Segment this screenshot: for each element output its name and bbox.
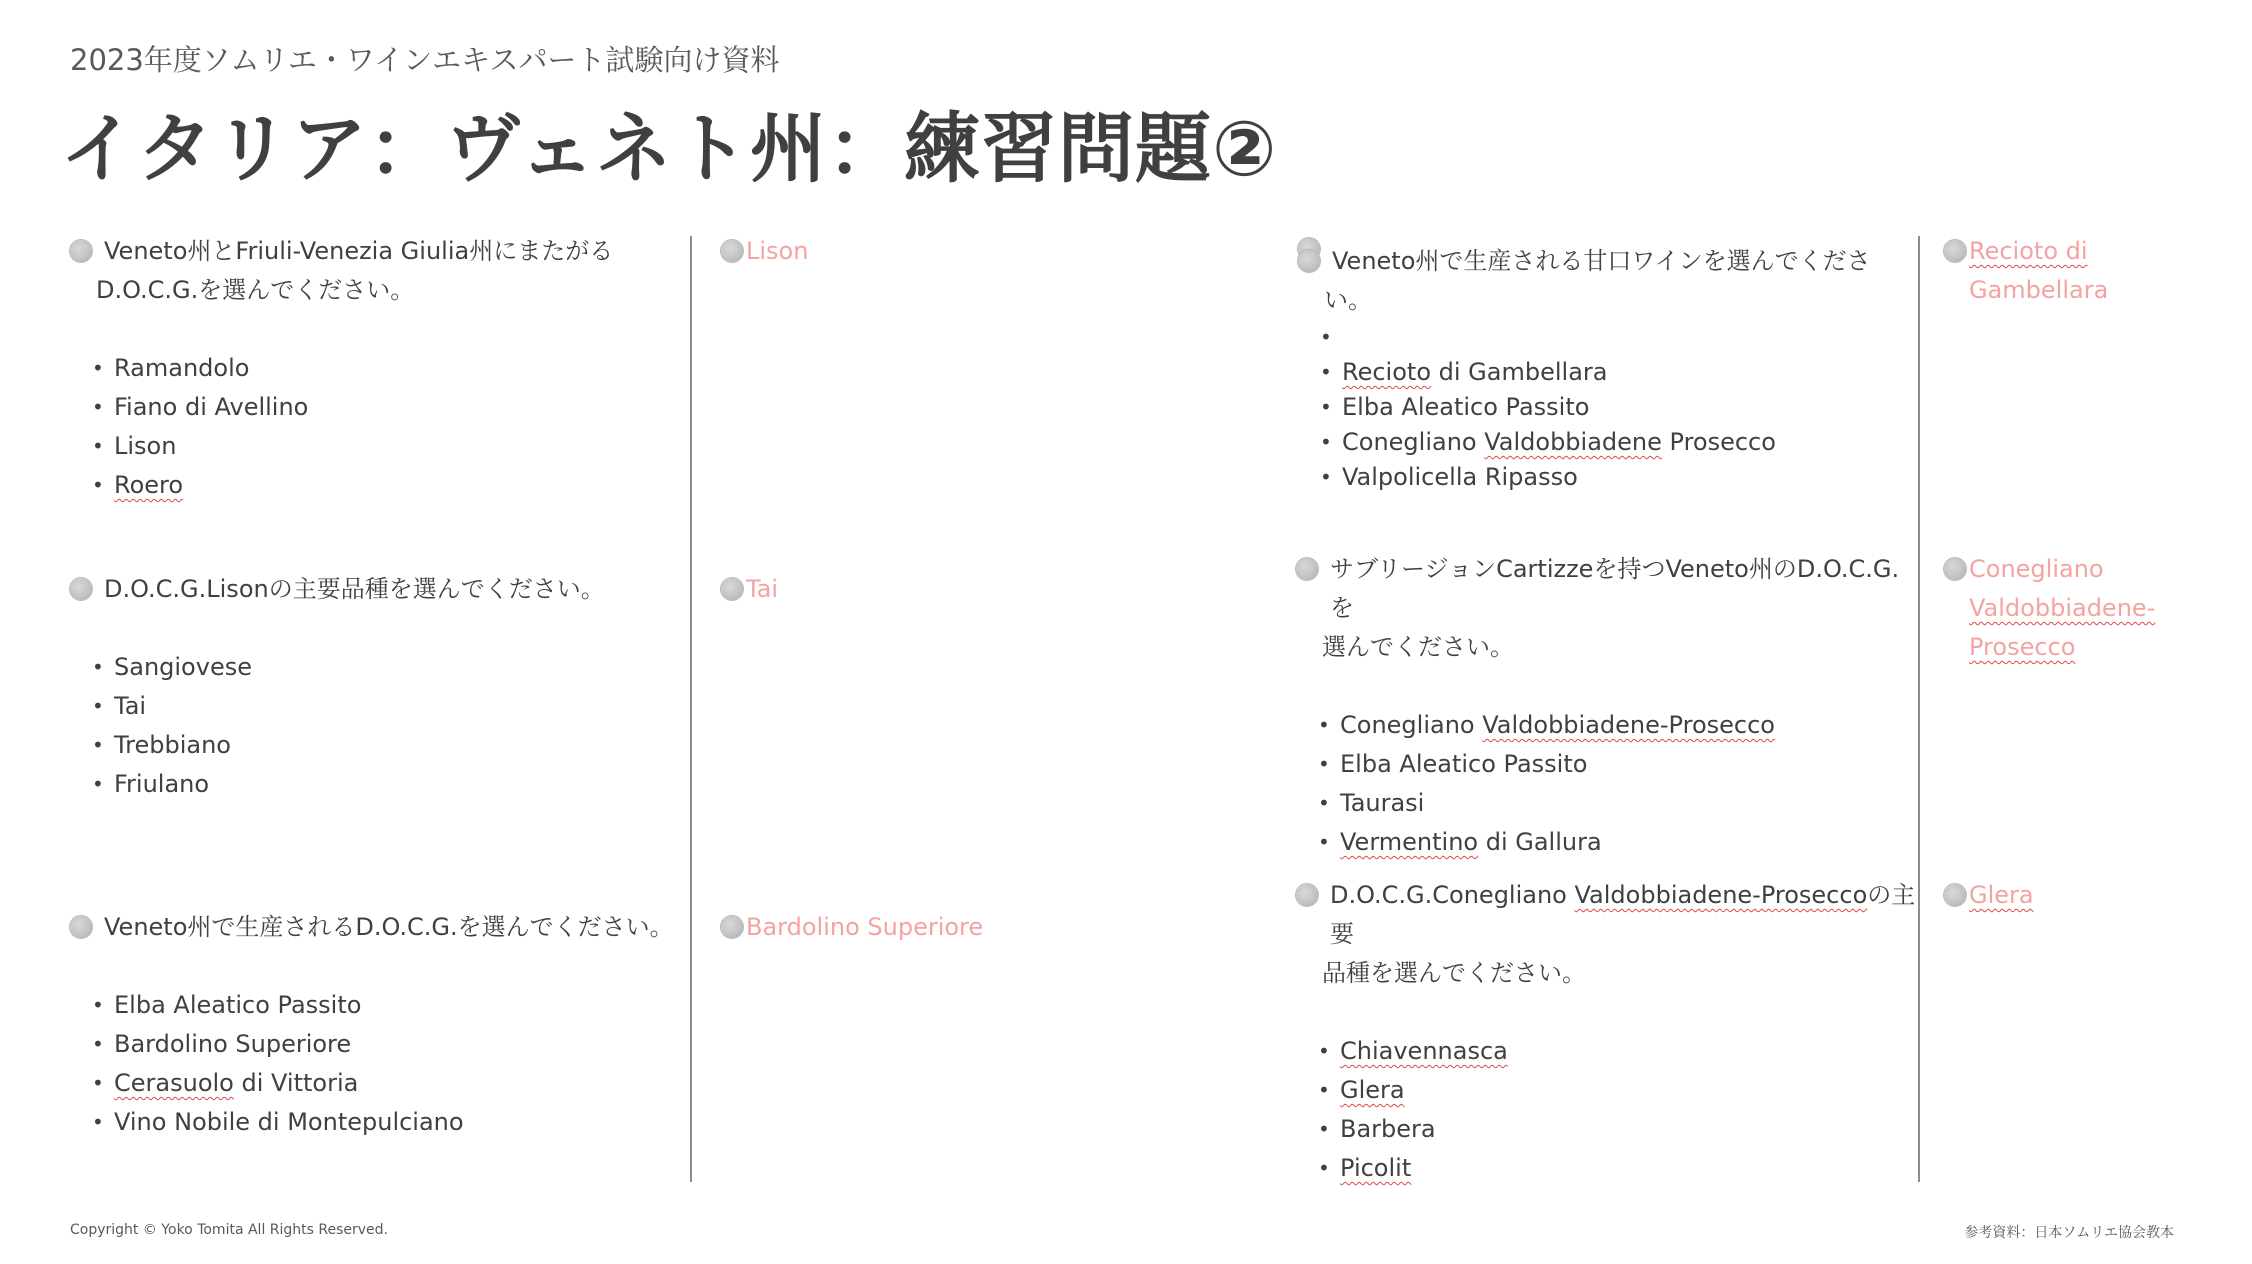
- bullet-circle-icon: [1298, 250, 1320, 272]
- option-list: [1296, 706, 1916, 862]
- option-item: • Conegliano Valdobbiadene-Prosecco: [1318, 706, 1916, 745]
- bullet-circle-icon: [1944, 240, 1966, 262]
- answer-text: Valdobbiadene-: [1969, 594, 2156, 622]
- answer-1: [721, 232, 808, 271]
- option-list: [1298, 320, 1898, 495]
- option-item: • Glera: [1318, 1071, 1916, 1110]
- option-item: • Fiano di Avellino: [92, 388, 670, 427]
- divider-left: [690, 236, 692, 1182]
- divider-right: [1918, 236, 1920, 1182]
- page-title: イタリア：ヴェネト州：練習問題②: [60, 104, 1278, 193]
- bullet-circle-icon: [70, 916, 92, 938]
- bullet-circle-icon: [1944, 558, 1966, 580]
- bullet-circle-icon: [1944, 884, 1966, 906]
- bullet-circle-icon: [1296, 558, 1318, 580]
- answer-text: Bardolino Superiore: [746, 913, 984, 941]
- question-text: D.O.C.G.を選んでください。: [96, 276, 415, 304]
- bullet-circle-icon: [70, 240, 92, 262]
- option-item: • Chiavennasca: [1318, 1032, 1916, 1071]
- answer-text: Tai: [746, 575, 779, 603]
- question-2: [70, 570, 670, 804]
- option-item: • Friulano: [92, 765, 670, 804]
- option-item: • Elba Aleatico Passito: [1320, 390, 1898, 425]
- answer-4: [1944, 232, 2108, 310]
- bullet-circle-icon: [70, 578, 92, 600]
- question-4: [1298, 242, 1898, 495]
- question-text: 品種を選んでください。: [1322, 959, 1586, 987]
- option-item: • Barbera: [1318, 1110, 1916, 1149]
- question-text: い。: [1324, 286, 1372, 314]
- subtitle: 2023年度ソムリエ・ワインエキスパート試験向け資料: [70, 43, 780, 77]
- question-text: サブリージョンCartizzeを持つVeneto州のD.O.C.G.を: [1330, 555, 1900, 622]
- question-text: 選んでください。: [1322, 633, 1514, 661]
- bullet-circle-icon: [721, 240, 743, 262]
- answer-text: Glera: [1969, 881, 2034, 909]
- option-item: [1320, 320, 1898, 355]
- option-item: • Picolit: [1318, 1149, 1916, 1188]
- option-list: [70, 349, 670, 505]
- option-item: • Vino Nobile di Montepulciano: [92, 1103, 690, 1142]
- option-item: • Conegliano Valdobbiadene Prosecco: [1320, 425, 1898, 460]
- option-item: • Valpolicella Ripasso: [1320, 460, 1898, 495]
- option-item: • Vermentino di Gallura: [1318, 823, 1916, 862]
- option-list: [70, 986, 690, 1142]
- question-text: Veneto州とFriuli-Venezia Giulia州にまたがる: [104, 237, 614, 265]
- bullet-circle-icon: [721, 916, 743, 938]
- option-item: • Elba Aleatico Passito: [1318, 745, 1916, 784]
- question-6: [1296, 876, 1916, 1188]
- option-item: • Lison: [92, 427, 670, 466]
- question-3: [70, 908, 690, 1142]
- answer-text: Prosecco: [1969, 633, 2076, 661]
- answer-text: Recioto di: [1969, 237, 2088, 265]
- option-item: • Recioto di Gambellara: [1320, 355, 1898, 390]
- option-text: Roero: [114, 471, 184, 499]
- option-item: • Ramandolo: [92, 349, 670, 388]
- option-item: • Sangiovese: [92, 648, 670, 687]
- bullet-circle-icon: [1296, 884, 1318, 906]
- answer-3: [721, 908, 983, 947]
- answer-text: Conegliano: [1969, 555, 2104, 583]
- answer-2: [721, 570, 778, 609]
- question-text: D.O.C.G.Conegliano Valdobbiadene-Proseccoの主要: [1330, 881, 1916, 948]
- answer-6: [1944, 876, 2034, 915]
- copyright: Copyright © Yoko Tomita All Rights Reserved.: [70, 1222, 389, 1238]
- question-1: [70, 232, 670, 505]
- option-item: • Taurasi: [1318, 784, 1916, 823]
- question-text: Veneto州で生産される甘口ワインを選んでくださ: [1332, 247, 1871, 275]
- option-item: • Bardolino Superiore: [92, 1025, 690, 1064]
- answer-5: [1944, 550, 2155, 667]
- option-list: [70, 648, 670, 804]
- question-5: [1296, 550, 1916, 862]
- option-text-part: Cerasuolo: [114, 1069, 234, 1097]
- question-text: Veneto州で生産されるD.O.C.G.を選んでください。: [104, 913, 674, 941]
- answer-text: Lison: [746, 237, 809, 265]
- option-item: • Trebbiano: [92, 726, 670, 765]
- option-list: [1296, 1032, 1916, 1188]
- bullet-circle-icon: [721, 578, 743, 600]
- option-item: • Cerasuolo di Vittoria: [92, 1064, 690, 1103]
- reference-note: 参考資料：日本ソムリエ協会教本: [1964, 1225, 2174, 1241]
- option-item: [92, 466, 670, 505]
- question-text: D.O.C.G.Lisonの主要品種を選んでください。: [104, 575, 605, 603]
- option-item: • Elba Aleatico Passito: [92, 986, 690, 1025]
- answer-text: Gambellara: [1969, 276, 2109, 304]
- option-item: • Tai: [92, 687, 670, 726]
